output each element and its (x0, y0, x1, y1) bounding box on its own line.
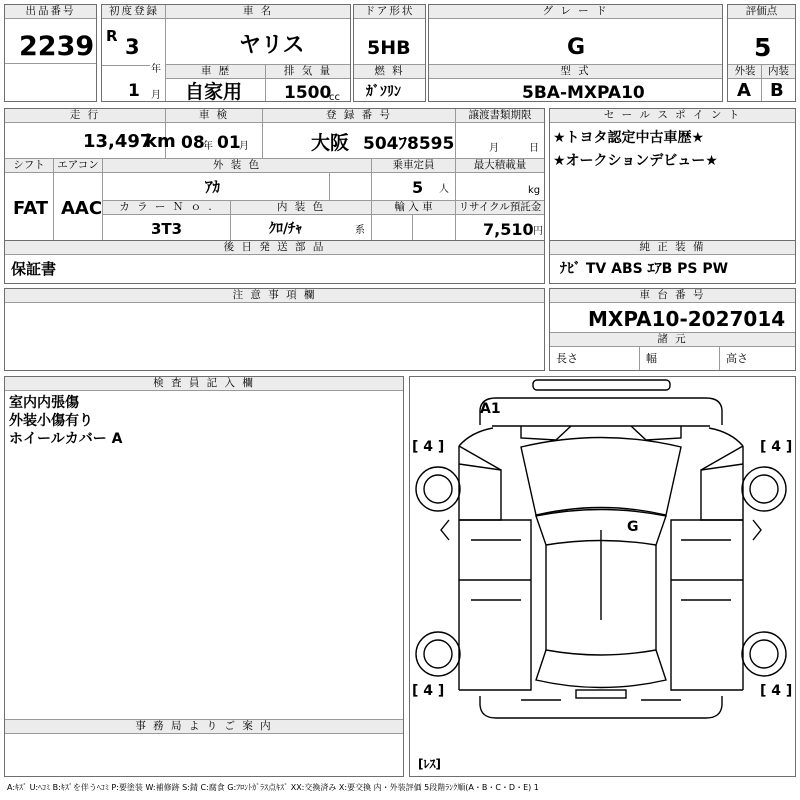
first-reg-month: 1 (128, 81, 140, 101)
later-parts-box (4, 240, 545, 284)
max-load-label: 最大積載量 (456, 159, 544, 173)
tire-front-right: [ 4 ] (760, 439, 793, 455)
aircon-value: AAC (61, 198, 103, 219)
tire-rear-right: [ 4 ] (760, 683, 793, 699)
transfer-label: 譲渡書類期限 (456, 109, 544, 123)
inspector-note: 外装小傷有り (9, 413, 93, 429)
shift-value: FAT (13, 198, 49, 219)
damage-mark-g: G (627, 519, 639, 535)
history-label: 車 歴 (166, 65, 266, 79)
recycle-value: 7,510 (483, 220, 534, 239)
ext-color-value: ｱｶ (205, 178, 221, 196)
aircon-label: エアコン (54, 159, 102, 173)
int-color-value: ｸﾛ/ﾁｬ (269, 221, 303, 237)
inspection-year-unit: 年 (203, 141, 213, 152)
inspector-label: 検 査 員 記 入 欄 (5, 377, 403, 391)
interior-score: B (770, 80, 784, 101)
plate-region: 大阪 (311, 132, 350, 154)
inspector-note: ホイールカバー A (9, 431, 123, 447)
mileage-label: 走 行 (5, 109, 165, 123)
vehicle-details-box (4, 108, 545, 241)
damage-mark-a1: A1 (480, 401, 501, 417)
sales-points-box (549, 108, 796, 241)
capacity-value: 5 (412, 178, 424, 197)
score-label: 評価点 (728, 5, 795, 19)
ext-color-label: 外 装 色 (103, 159, 371, 173)
recycle-unit: 円 (533, 226, 543, 237)
color-no-value: 3T3 (151, 220, 183, 238)
mileage-unit: km (145, 131, 176, 152)
first-reg-year: 3 (125, 35, 140, 59)
recycle-label: リサイクル預託金 (456, 201, 544, 215)
later-parts-value: 保証書 (11, 260, 57, 278)
registration-box (101, 4, 351, 102)
plate-value: 504ﾌ8595 (363, 134, 455, 154)
import-label: 輸 入 車 (372, 201, 455, 215)
shift-label: シフト (5, 159, 53, 173)
grade-label: グ レ ー ド (429, 5, 722, 19)
transfer-day-unit: 日 (529, 143, 539, 154)
lot-number-label: 出品番号 (5, 5, 96, 19)
sales-points-label: セ ー ル ス ポ イ ン ト (550, 109, 795, 123)
score-box (727, 4, 796, 102)
genuine-equipment-value: ﾅﾋﾞ TV ABS ｴｱB PS PW (560, 261, 729, 277)
history-value: 自家用 (185, 81, 243, 103)
car-name-value: ヤリス (239, 33, 305, 58)
displacement-label: 排 気 量 (266, 65, 350, 79)
genuine-equipment-label: 純 正 装 備 (550, 241, 795, 255)
tire-rear-left: [ 4 ] (412, 683, 445, 699)
fuel-label: 燃 料 (354, 65, 425, 79)
displacement-value: 1500 (284, 83, 332, 103)
notes-label: 注 意 事 項 欄 (5, 289, 544, 303)
chassis-box (549, 288, 796, 371)
inspection-year: 08 (181, 133, 205, 153)
sales-point-item: ★オークションデビュー★ (553, 153, 718, 169)
era-label: R (106, 27, 118, 45)
spec-length-label: 長さ (556, 352, 578, 365)
car-name-label: 車 名 (166, 5, 350, 19)
office-label: 事 務 局 よ り ご 案 内 (5, 720, 403, 734)
inspection-label: 車 検 (166, 109, 262, 123)
chassis-label: 車 台 番 号 (550, 289, 795, 303)
sales-point-item: ★トヨタ認定中古車歴★ (553, 130, 705, 146)
inspector-box (4, 376, 404, 777)
exterior-score: A (737, 80, 751, 101)
car-outline-icon (410, 377, 795, 776)
max-load-unit: kg (528, 185, 541, 196)
notes-box (4, 288, 545, 371)
grade-model-box (428, 4, 723, 102)
year-unit: 年 (151, 64, 161, 75)
inspection-month: 01 (217, 133, 241, 153)
int-color-unit: 系 (355, 225, 365, 236)
genuine-equipment-box (549, 240, 796, 284)
car-diagram (409, 376, 796, 777)
spec-label: 諸 元 (550, 333, 795, 347)
interior-score-label: 内装 (762, 65, 795, 79)
inspector-note: 室内内張傷 (9, 395, 79, 411)
lot-number-value: 2239 (19, 31, 95, 62)
capacity-unit: 人 (439, 184, 449, 195)
tire-front-left: [ 4 ] (412, 439, 445, 455)
displacement-unit: cc (329, 92, 340, 103)
plate-label: 登 録 番 号 (263, 109, 455, 123)
inspection-month-unit: 月 (239, 141, 249, 152)
grade-value: G (567, 35, 586, 60)
lot-number-box (4, 4, 97, 102)
first-registration-label: 初度登録 (102, 5, 166, 19)
model-value: 5BA-MXPA10 (522, 83, 645, 103)
int-color-label: 内 装 色 (231, 201, 371, 215)
legend-text: A:ｷｽﾞ U:ﾍｺﾐ B:ｷｽﾞを伴うﾍｺﾐ P:要塗装 W:補修跡 S:錆 C:腐食 G:ﾌﾛﾝﾄｶﾞﾗｽ点ｷｽﾞ XX:交換済み X:要交換 内・外装評価 5段階ﾗﾝｸ順(A・B・C・D・E) 1 (7, 783, 539, 792)
mileage-value: 13,497 (83, 131, 153, 152)
exterior-score-label: 外装 (728, 65, 762, 79)
month-unit: 月 (151, 90, 161, 101)
transfer-month-unit: 月 (489, 143, 499, 154)
door-label: ドア形状 (354, 5, 425, 19)
chassis-number: MXPA10-2027014 (588, 307, 786, 331)
spare-tire: [ﾚｽ] (418, 757, 441, 771)
fuel-value: ｶﾞｿﾘﾝ (366, 84, 401, 100)
door-value: 5HB (367, 37, 411, 59)
spec-width-label: 幅 (646, 352, 657, 365)
spec-height-label: 高さ (726, 352, 748, 365)
capacity-label: 乗車定員 (372, 159, 455, 173)
later-parts-label: 後 日 発 送 部 品 (5, 241, 544, 255)
model-label: 型 式 (429, 65, 722, 79)
door-fuel-box (353, 4, 426, 102)
overall-score: 5 (754, 33, 772, 62)
color-no-label: カ ラ ー Ｎ ｏ . (103, 201, 230, 215)
